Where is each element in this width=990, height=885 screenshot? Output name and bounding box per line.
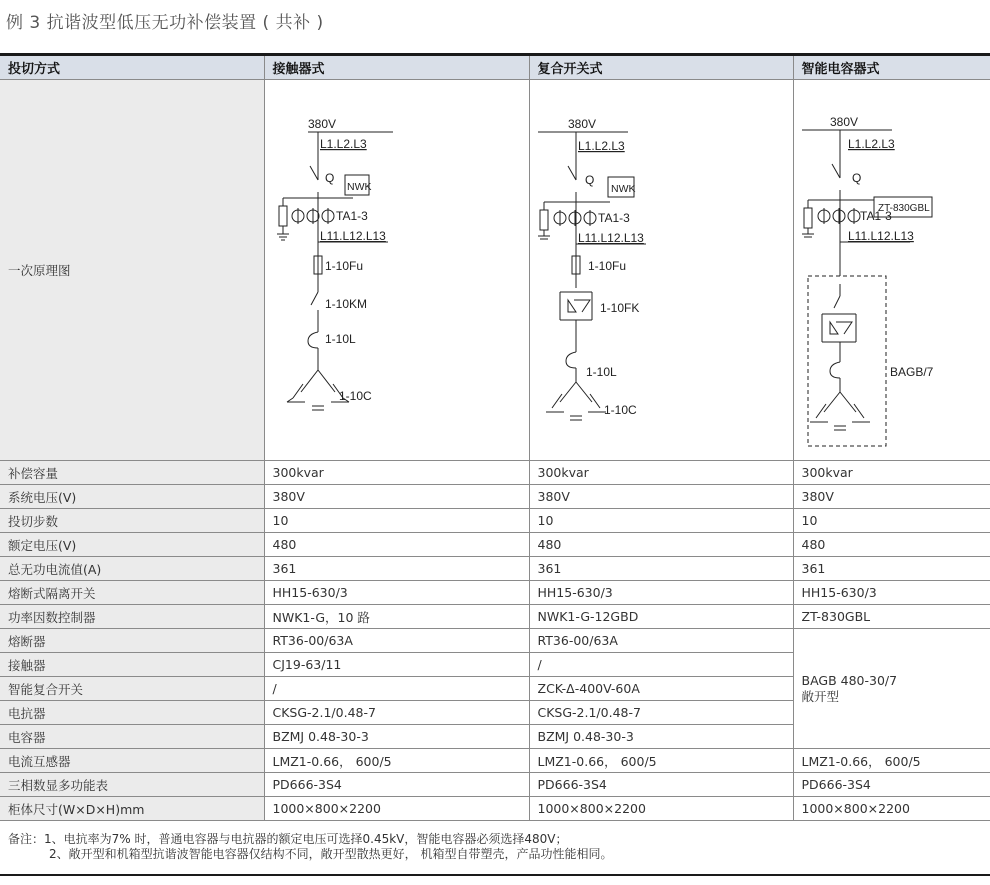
diagram-cap-label: 1-10C xyxy=(338,389,372,403)
diagram-switch-label: 1-10FK xyxy=(599,301,639,315)
cell: BZMJ 0.48-30-3 xyxy=(529,725,793,749)
row-label: 额定电压(V) xyxy=(0,533,264,557)
cell: / xyxy=(529,653,793,677)
diagram-voltage-label: 380V xyxy=(567,117,596,131)
cell: LMZ1-0.66， 600/5 xyxy=(264,749,529,773)
cell: CKSG-2.1/0.48-7 xyxy=(264,701,529,725)
diagram-voltage-label: 380V xyxy=(307,117,336,131)
diagram-fuse-label: 1-10Fu xyxy=(324,259,363,273)
row-label: 熔断式隔离开关 xyxy=(0,581,264,605)
cell: 380V xyxy=(793,485,990,509)
cell: NWK1-G-12GBD xyxy=(529,605,793,629)
table-row xyxy=(0,557,990,581)
table-row xyxy=(0,485,990,509)
diagram-smart xyxy=(793,80,990,461)
row-label: 电流互感器 xyxy=(0,749,264,773)
diagram-bus-label: L1.L2.L3 xyxy=(319,137,367,151)
footnote xyxy=(8,832,612,862)
cell: LMZ1-0.66， 600/5 xyxy=(529,749,793,773)
diagram-reactor-label: 1-10L xyxy=(585,365,617,379)
diagram-bus-label: L1.L2.L3 xyxy=(847,137,895,151)
cell: LMZ1-0.66， 600/5 xyxy=(793,749,990,773)
diagram-cap-label: 1-10C xyxy=(603,403,637,417)
header-cell: 复合开关式 xyxy=(529,56,793,80)
cell: 300kvar xyxy=(529,461,793,485)
row-label: 电抗器 xyxy=(0,701,264,725)
diagram-ta-label: TA1-3 xyxy=(335,209,368,223)
cell: 10 xyxy=(529,509,793,533)
cell: RT36-00/63A xyxy=(264,629,529,653)
schematic-composite xyxy=(530,80,794,460)
row-label: 投切步数 xyxy=(0,509,264,533)
diagram-bus2-label: L11.L12.L13 xyxy=(847,229,914,243)
diagram-composite xyxy=(529,80,793,461)
cell: 361 xyxy=(264,557,529,581)
table-row xyxy=(0,581,990,605)
table-row xyxy=(0,773,990,797)
schematic-smart xyxy=(794,80,990,460)
cell: 1000×800×2200 xyxy=(793,797,990,821)
diagram-bus-label: L1.L2.L3 xyxy=(577,139,625,153)
cell: 361 xyxy=(793,557,990,581)
cell: 300kvar xyxy=(793,461,990,485)
footnote-line-1: 备注：1、电抗率为7% 时，普通电容器与电抗器的额定电压可选择0.45kV，智能电容器必须选择480V； xyxy=(8,832,568,846)
cell: 10 xyxy=(793,509,990,533)
schematic-contactor xyxy=(265,80,529,460)
table-row xyxy=(0,749,990,773)
cell: PD666-3S4 xyxy=(264,773,529,797)
diagram-controller-label: ZT-830GBL xyxy=(877,203,930,214)
row-label: 总无功电流值(A) xyxy=(0,557,264,581)
cell: NWK1-G，10 路 xyxy=(264,605,529,629)
cell: HH15-630/3 xyxy=(529,581,793,605)
header-cell: 投切方式 xyxy=(0,56,264,80)
merged-line-1: BAGB 480-30/7 xyxy=(801,672,898,688)
diagram-voltage-label: 380V xyxy=(829,115,858,129)
diagram-controller-label: NWK xyxy=(346,181,371,193)
cell: PD666-3S4 xyxy=(793,773,990,797)
diagram-ta-label: TA1-3 xyxy=(597,211,630,225)
diagram-contactor xyxy=(264,80,529,461)
row-label: 系统电压(V) xyxy=(0,485,264,509)
diagram-bus2-label: L11.L12.L13 xyxy=(319,229,386,243)
diagram-controller-label: NWK xyxy=(610,183,635,195)
cell: 1000×800×2200 xyxy=(529,797,793,821)
header-cell: 智能电容器式 xyxy=(793,56,990,80)
row-label: 柜体尺寸(W×D×H)mm xyxy=(0,797,264,821)
row-label: 智能复合开关 xyxy=(0,677,264,701)
diagram-switch-label: 1-10KM xyxy=(324,297,367,311)
diagram-bus2-label: L11.L12.L13 xyxy=(577,231,644,245)
footnote-line-2: 2、敞开型和机箱型抗谐波智能电容器仅结构不同，敞开型散热更好， 机箱型自带塑壳，产品功性能相同。 xyxy=(49,847,613,861)
cell: PD666-3S4 xyxy=(529,773,793,797)
cell: 480 xyxy=(793,533,990,557)
spec-table xyxy=(0,56,990,821)
cell: ZCK-Δ-400V-60A xyxy=(529,677,793,701)
row-label: 接触器 xyxy=(0,653,264,677)
cell: BZMJ 0.48-30-3 xyxy=(264,725,529,749)
cell: 380V xyxy=(264,485,529,509)
diagram-fuse-label: 1-10Fu xyxy=(587,259,626,273)
table-row xyxy=(0,509,990,533)
row-label: 电容器 xyxy=(0,725,264,749)
diagram-module-label: BAGB/7 xyxy=(889,365,933,379)
row-label: 一次原理图 xyxy=(0,80,264,461)
header-cell: 接触器式 xyxy=(264,56,529,80)
cell: 10 xyxy=(264,509,529,533)
merged-module-cell xyxy=(793,629,990,749)
cell: HH15-630/3 xyxy=(793,581,990,605)
cell: CKSG-2.1/0.48-7 xyxy=(529,701,793,725)
table-row xyxy=(0,533,990,557)
cell: 380V xyxy=(529,485,793,509)
diagram-row xyxy=(0,80,990,461)
cell: 480 xyxy=(264,533,529,557)
cell: 300kvar xyxy=(264,461,529,485)
table-row xyxy=(0,797,990,821)
page-title: 例 3 抗谐波型低压无功补偿装置 ( 共补 ) xyxy=(6,13,324,33)
cell: ZT-830GBL xyxy=(793,605,990,629)
merged-line-2: 敞开型 xyxy=(801,688,840,704)
cell: 361 xyxy=(529,557,793,581)
row-label: 补偿容量 xyxy=(0,461,264,485)
cell: 1000×800×2200 xyxy=(264,797,529,821)
cell: CJ19-63/11 xyxy=(264,653,529,677)
bottom-rule xyxy=(0,874,990,876)
diagram-q-label: Q xyxy=(324,171,334,185)
diagram-ta-label: TA1-3 xyxy=(859,209,892,223)
diagram-q-label: Q xyxy=(851,171,861,185)
diagram-q-label: Q xyxy=(584,173,594,187)
cell: 480 xyxy=(529,533,793,557)
diagram-reactor-label: 1-10L xyxy=(324,332,356,346)
cell: / xyxy=(264,677,529,701)
table-row xyxy=(0,605,990,629)
row-label: 熔断器 xyxy=(0,629,264,653)
cell: HH15-630/3 xyxy=(264,581,529,605)
row-label: 功率因数控制器 xyxy=(0,605,264,629)
table-header xyxy=(0,56,990,80)
table-row xyxy=(0,461,990,485)
cell: RT36-00/63A xyxy=(529,629,793,653)
table-row xyxy=(0,629,990,653)
row-label: 三相数显多功能表 xyxy=(0,773,264,797)
